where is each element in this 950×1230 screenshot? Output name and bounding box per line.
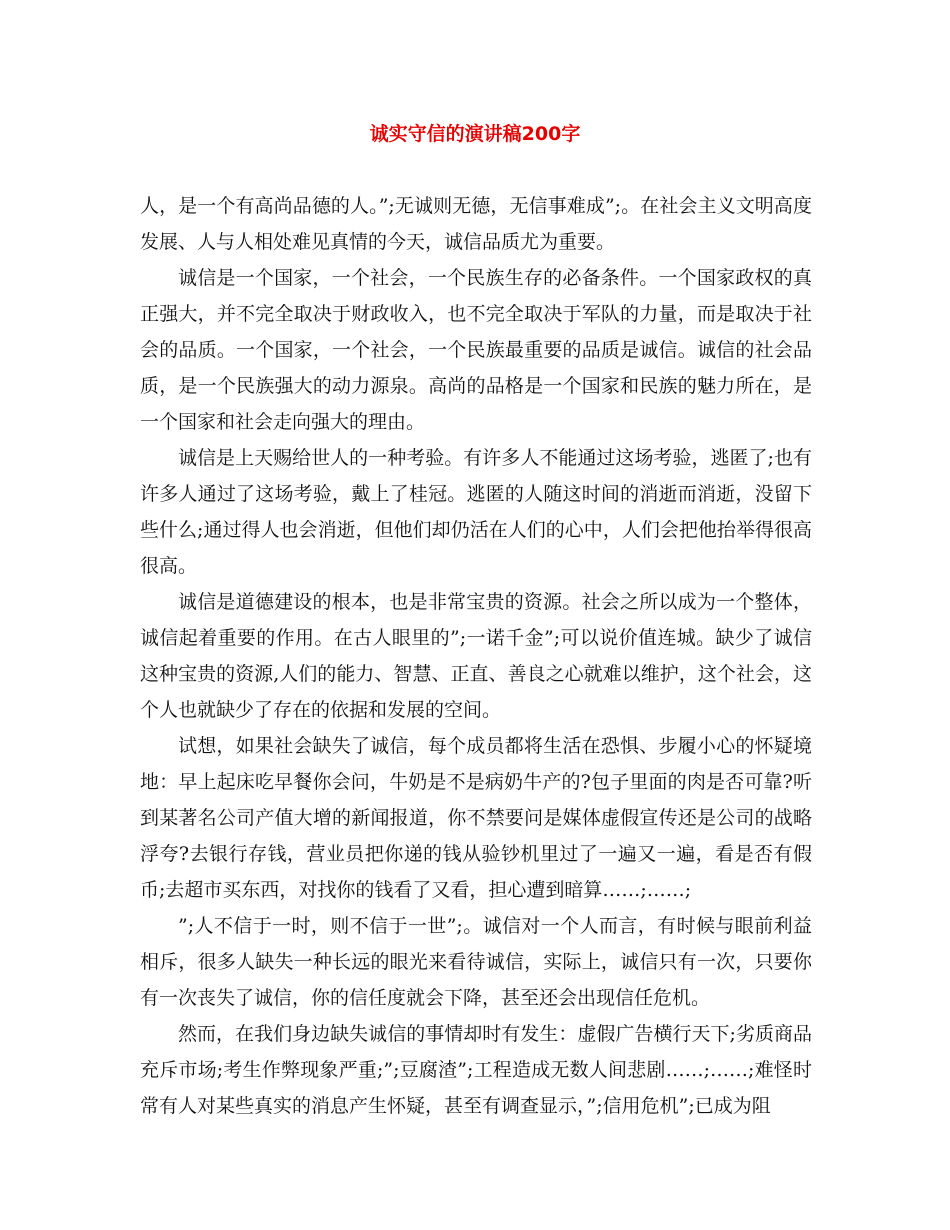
document-title: 诚实守信的演讲稿200字: [369, 123, 581, 145]
paragraph: 试想，如果社会缺失了诚信，每个成员都将生活在恐惧、步履小心的怀疑境地：早上起床吃早餐你会问，牛奶是不是病奶牛产的?包子里面的肉是否可靠?听到某著名公司产值大增的新闻报道，你不禁要问是媒体虚假宣传还是公司的战略浮夸?去银行存钱，营业员把你递的钱从验钞机里过了一遍又一遍，看是否有假币;去超市买东西，对找你的钱看了又看，担心遭到暗算……;……;: [140, 735, 812, 901]
paragraph: 诚信是上天赐给世人的一种考验。有许多人不能通过这场考验，逃匿了;也有许多人通过了这场考验，戴上了桂冠。逃匿的人随这时间的消逝而消逝，没留下些什么;通过得人也会消逝，但他们却仍活在人们的心中，人们会把他抬举得很高很高。: [140, 447, 812, 577]
paragraph: 诚信是一个国家，一个社会，一个民族生存的必备条件。一个国家政权的真正强大，并不完全取决于财政收入，也不完全取决于军队的力量，而是取决于社会的品质。一个国家，一个社会，一个民族最重要的品质是诚信。诚信的社会品质，是一个民族强大的动力源泉。高尚的品格是一个国家和民族的魅力所在，是一个国家和社会走向强大的理由。: [140, 267, 812, 433]
document-body: [140, 188, 812, 1124]
paragraph: ”;人不信于一时，则不信于一世”;。诚信对一个人而言，有时候与眼前利益相斥，很多人缺失一种长远的眼光来看待诚信，实际上，诚信只有一次，只要你有一次丧失了诚信，你的信任度就会下降，甚至还会出现信任危机。: [140, 915, 812, 1009]
paragraph: 然而，在我们身边缺失诚信的事情却时有发生：虚假广告横行天下;劣质商品充斥市场;考生作弊现象严重;”;豆腐渣”;工程造成无数人间悲剧……;……;难怪时常有人对某些真实的消息产生怀疑，甚至有调查显示，”;信用危机”;已成为阻: [140, 1023, 812, 1117]
paragraph: 诚信是道德建设的根本，也是非常宝贵的资源。社会之所以成为一个整体，诚信起着重要的作用。在古人眼里的”;一诺千金”;可以说价值连城。缺少了诚信这种宝贵的资源,人们的能力、智慧、正直、善良之心就难以维护，这个社会，这个人也就缺少了存在的依据和发展的空间。: [140, 591, 812, 721]
paragraph: 人，是一个有高尚品德的人。”;无诚则无德，无信事难成”;。在社会主义文明高度发展、人与人相处难见真情的今天，诚信品质尤为重要。: [140, 195, 812, 253]
